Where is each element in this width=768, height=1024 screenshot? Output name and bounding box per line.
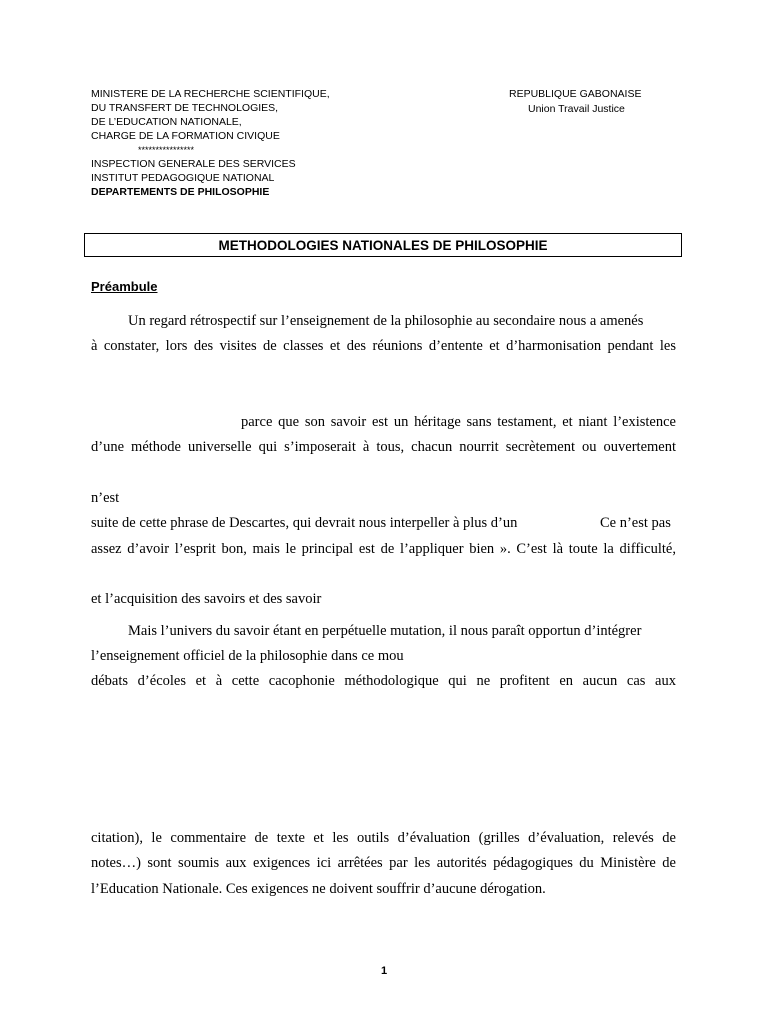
body-line: Ce n’est pas bbox=[600, 515, 671, 531]
body-line: et l’acquisition des savoirs et des savoir bbox=[91, 591, 322, 607]
institution-line: INSPECTION GENERALE DES SERVICES bbox=[91, 158, 296, 170]
ministry-line: CHARGE DE LA FORMATION CIVIQUE bbox=[91, 130, 280, 142]
body-line: à constater, lors des visites de classes et des réunions d’entente et d’harmonisation pendant les bbox=[91, 338, 676, 354]
body-line: d’une méthode universelle qui s’imposerait à tous, chacun nourrit secrètement ou ouvertement bbox=[91, 439, 676, 455]
ministry-line: DE L’EDUCATION NATIONALE, bbox=[91, 116, 242, 128]
national-motto: Union Travail Justice bbox=[528, 103, 625, 115]
page-number: 1 bbox=[380, 965, 388, 977]
institution-line: INSTITUT PEDAGOGIQUE NATIONAL bbox=[91, 172, 275, 184]
department-line: DEPARTEMENTS DE PHILOSOPHIE bbox=[91, 186, 270, 198]
body-line: suite de cette phrase de Descartes, qui devrait nous interpeller à plus d’un bbox=[91, 515, 518, 531]
body-line: Mais l’univers du savoir étant en perpétuelle mutation, il nous paraît opportun d’intégrer bbox=[128, 623, 642, 639]
body-line: débats d’écoles et à cette cacophonie méthodologique qui ne profitent en aucun cas aux bbox=[91, 673, 676, 689]
body-line: citation), le commentaire de texte et les outils d’évaluation (grilles d’évaluation, relevés de bbox=[91, 830, 676, 846]
body-line: n’est bbox=[91, 490, 120, 506]
body-line: assez d’avoir l’esprit bon, mais le principal est de l’appliquer bien ». C’est là toute la difficulté, bbox=[91, 541, 676, 557]
stars-separator: **************** bbox=[138, 145, 195, 155]
preamble-heading: Préambule bbox=[91, 279, 158, 294]
republic-header bbox=[509, 87, 709, 117]
document-title: METHODOLOGIES NATIONALES DE PHILOSOPHIE bbox=[84, 233, 682, 257]
body-line: notes…) sont soumis aux exigences ici arrêtées par les autorités pédagogiques du Ministère de bbox=[91, 855, 676, 871]
body-line: l’enseignement officiel de la philosophie dans ce mou bbox=[91, 648, 404, 664]
body-line: parce que son savoir est un héritage sans testament, et niant l’existence bbox=[241, 414, 676, 430]
ministry-header bbox=[91, 87, 421, 199]
ministry-line: DU TRANSFERT DE TECHNOLOGIES, bbox=[91, 102, 279, 114]
ministry-line: MINISTERE DE LA RECHERCHE SCIENTIFIQUE, bbox=[91, 88, 330, 100]
country-name: REPUBLIQUE GABONAISE bbox=[509, 88, 642, 100]
body-line: Un regard rétrospectif sur l’enseignement de la philosophie au secondaire nous a amenés bbox=[128, 313, 644, 329]
body-line: l’Education Nationale. Ces exigences ne doivent souffrir d’aucune dérogation. bbox=[91, 881, 546, 897]
